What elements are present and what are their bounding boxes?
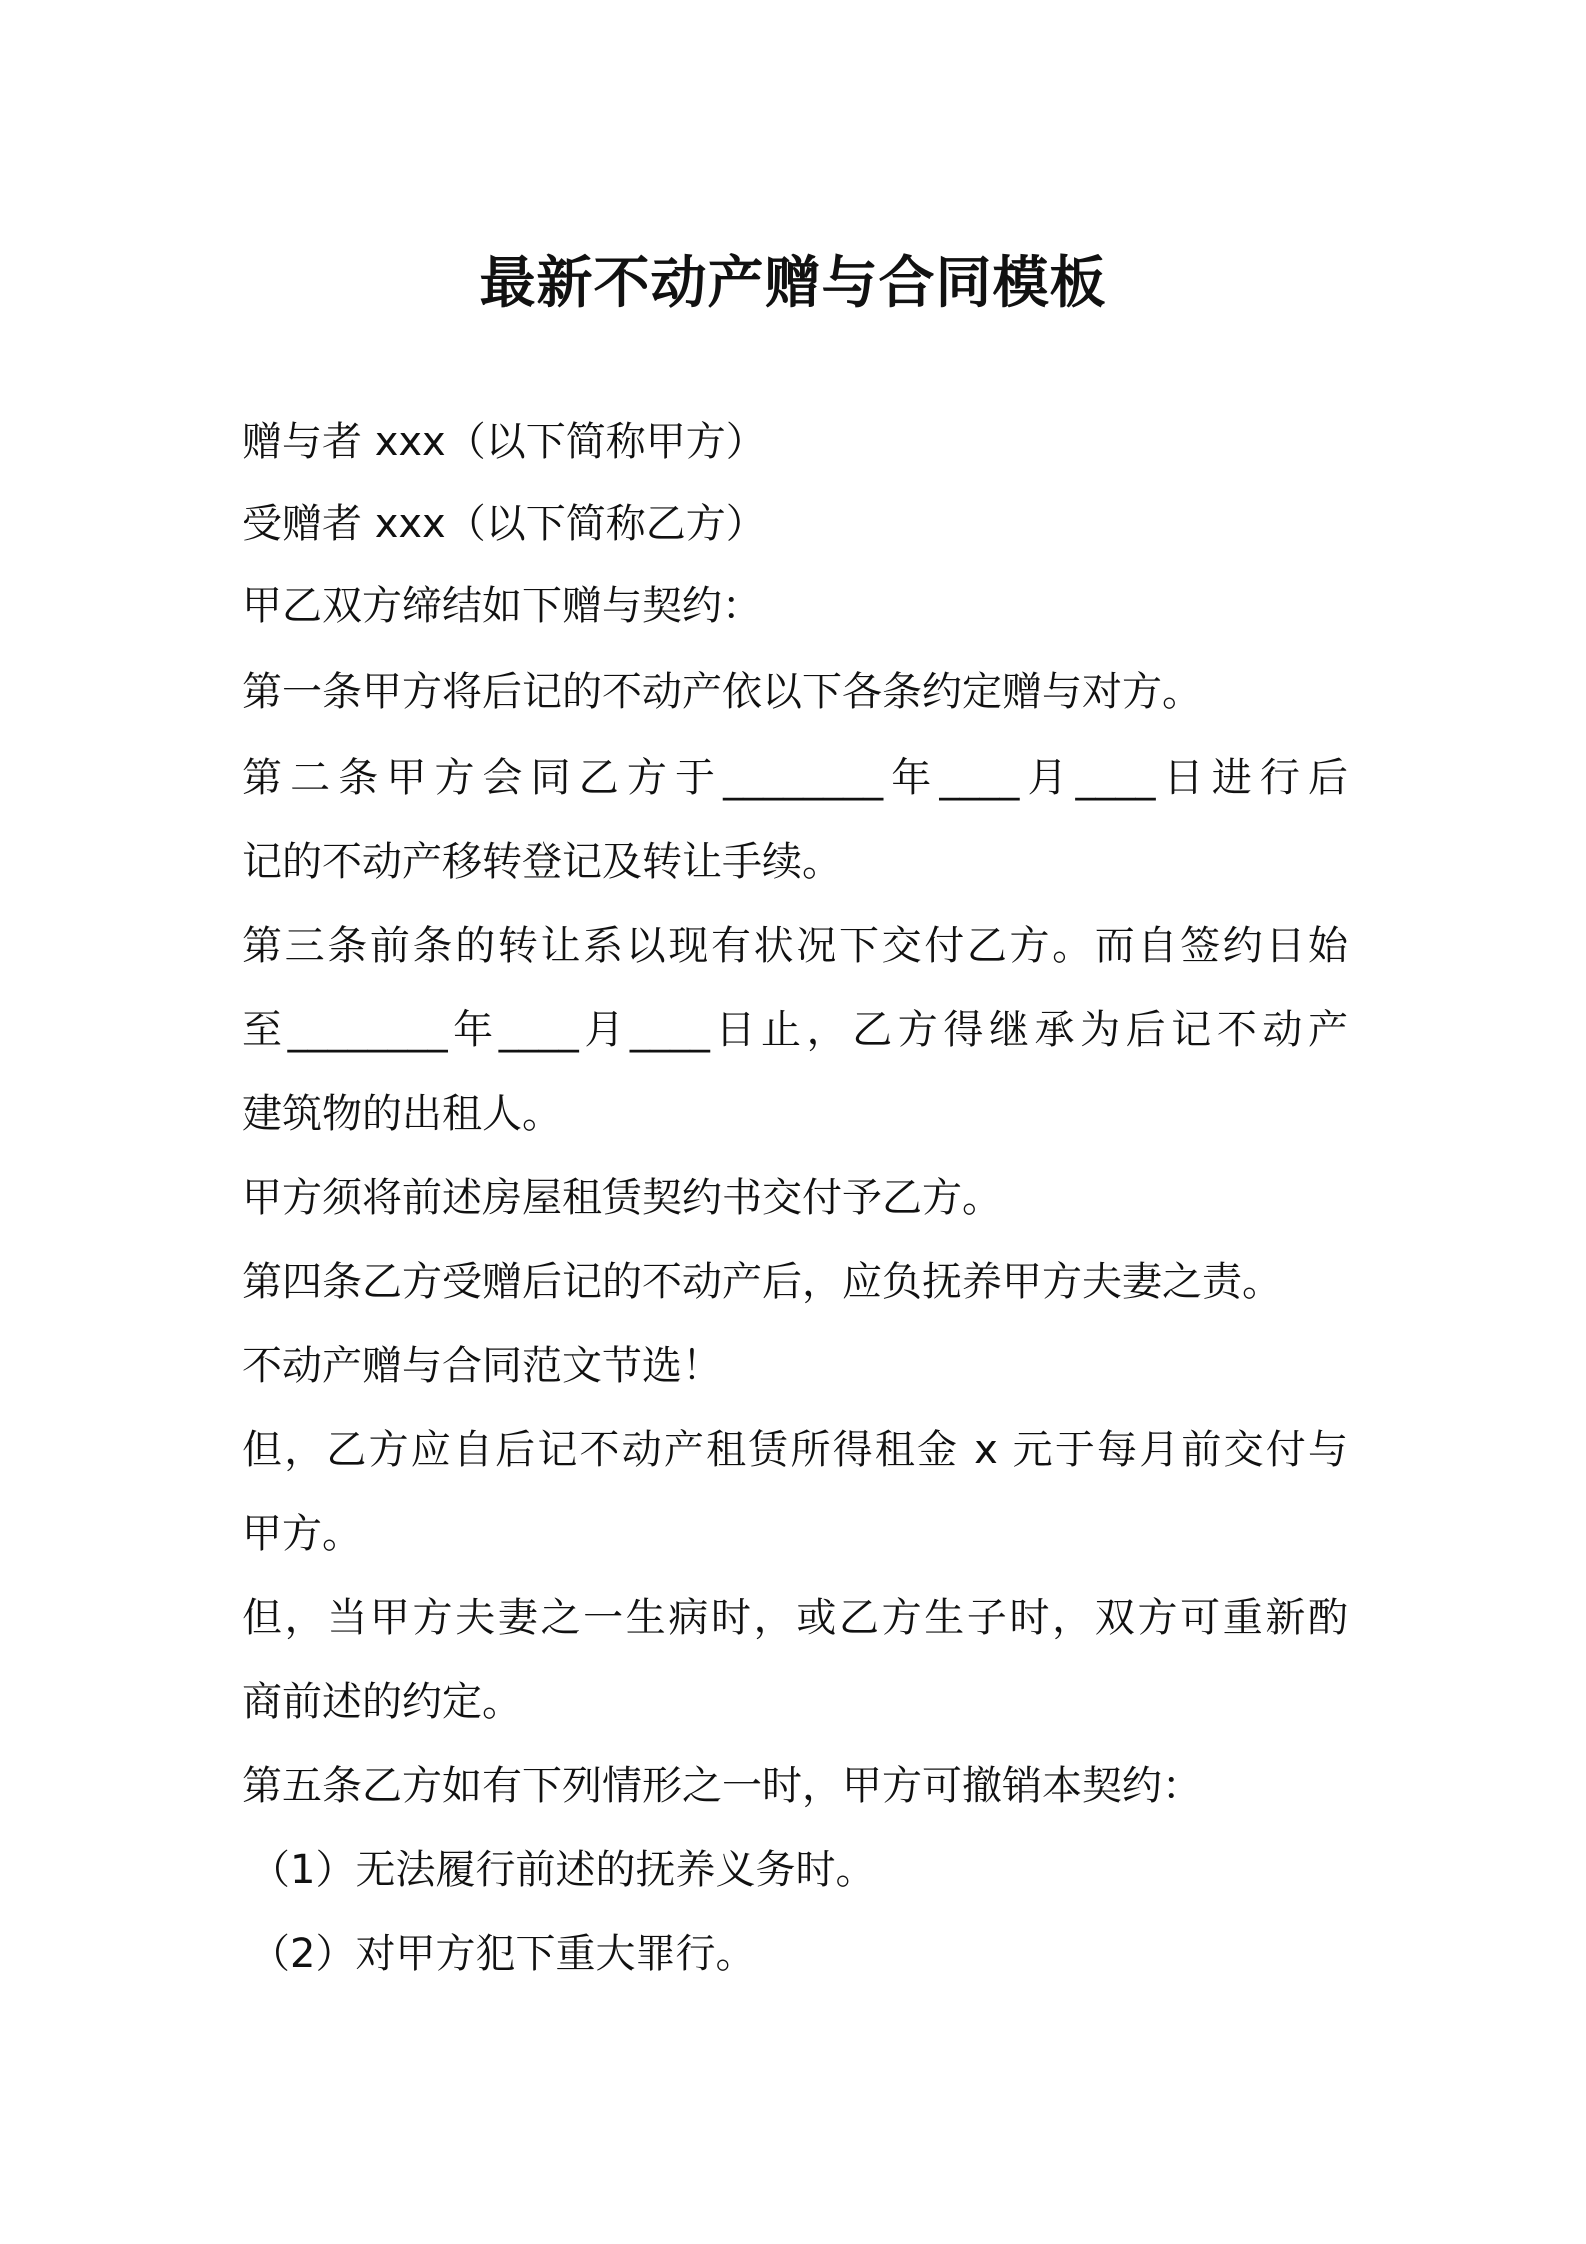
rent-clause-line-2: 甲方。 xyxy=(242,1511,362,1557)
article-3-line-2: 至________年____月____日止，乙方得继承为后记不动产 xyxy=(242,1007,1348,1053)
donee-line: 受赠者 xxx（以下简称乙方） xyxy=(242,501,766,547)
article-2-line-1: 第二条甲方会同乙方于________年____月____日进行后 xyxy=(242,755,1348,801)
document-title: 最新不动产赠与合同模板 xyxy=(479,251,1107,316)
donor-line: 赠与者 xxx（以下简称甲方） xyxy=(242,419,766,465)
excerpt-note-line: 不动产赠与合同范文节选！ xyxy=(242,1343,722,1389)
article-5-line: 第五条乙方如有下列情形之一时，甲方可撤销本契约： xyxy=(242,1763,1202,1809)
article-3-line-1: 第三条前条的转让系以现有状况下交付乙方。而自签约日始 xyxy=(242,923,1348,969)
article-5-item-1: （1）无法履行前述的抚养义务时。 xyxy=(250,1847,876,1893)
lease-delivery-line: 甲方须将前述房屋租赁契约书交付予乙方。 xyxy=(242,1175,1002,1221)
renegotiation-line-2: 商前述的约定。 xyxy=(242,1679,522,1725)
article-4-line: 第四条乙方受赠后记的不动产后，应负抚养甲方夫妻之责。 xyxy=(242,1259,1282,1305)
rent-clause-line-1: 但，乙方应自后记不动产租赁所得租金 x 元于每月前交付与 xyxy=(242,1427,1348,1473)
renegotiation-line-1: 但，当甲方夫妻之一生病时，或乙方生子时，双方可重新酌 xyxy=(242,1595,1348,1641)
article-5-item-2: （2）对甲方犯下重大罪行。 xyxy=(250,1931,756,1977)
article-2-line-2: 记的不动产移转登记及转让手续。 xyxy=(242,839,842,885)
article-1-line: 第一条甲方将后记的不动产依以下各条约定赠与对方。 xyxy=(242,669,1202,715)
article-3-line-3: 建筑物的出租人。 xyxy=(242,1091,562,1137)
agreement-intro-line: 甲乙双方缔结如下赠与契约： xyxy=(242,583,762,629)
